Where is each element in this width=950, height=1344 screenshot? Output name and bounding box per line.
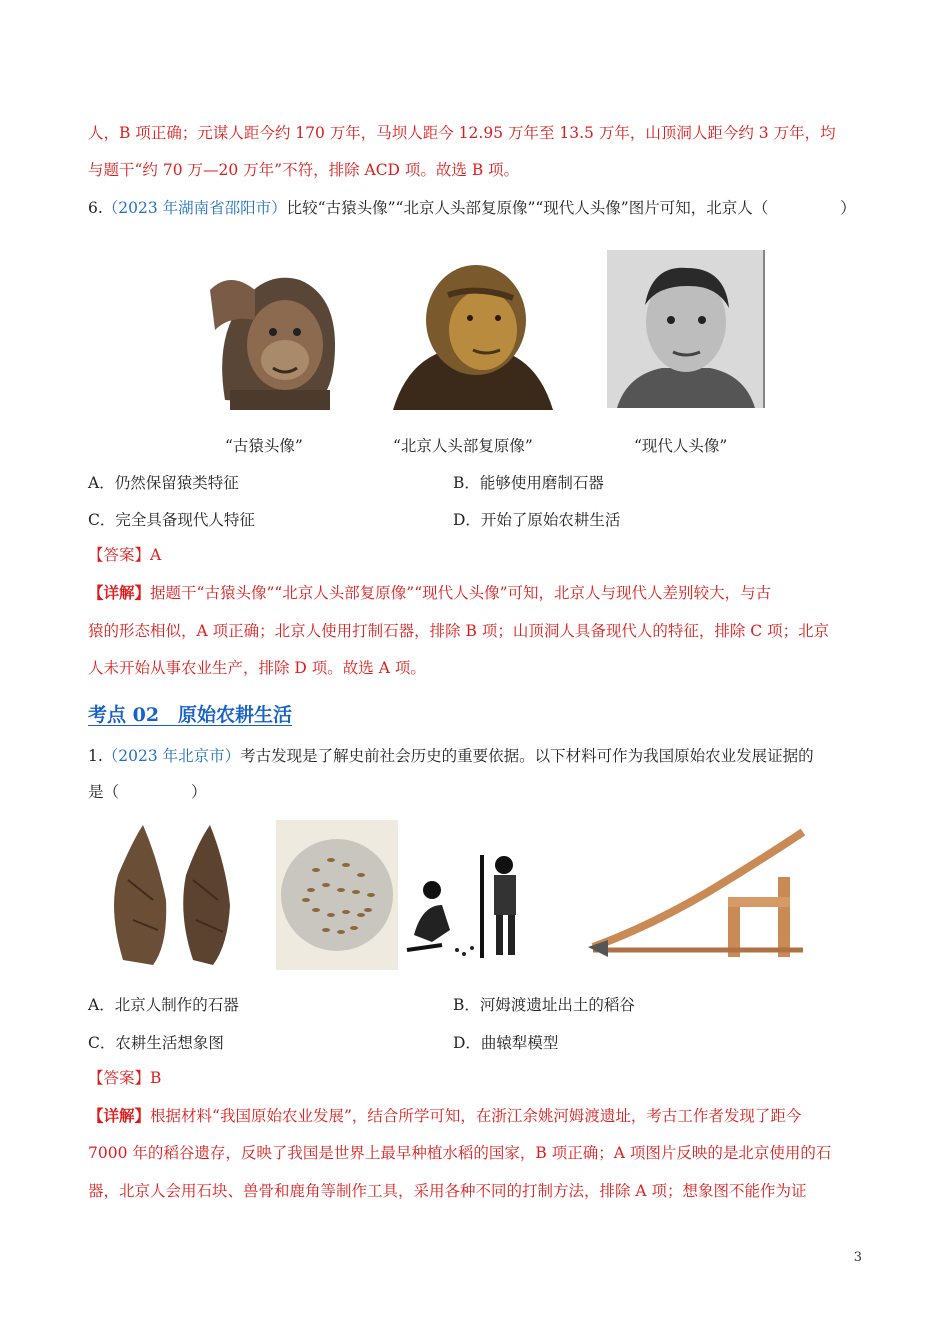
caption-ape-head: “古猿头像” bbox=[225, 437, 303, 455]
detail-line: 人未开始从事农业生产，排除 D 项。故选 A 项。 bbox=[88, 659, 426, 677]
question-1-stem-cont bbox=[88, 782, 207, 802]
section-heading: 考点 02 原始农耕生活 bbox=[88, 704, 293, 726]
detail-label: 【详解】 bbox=[88, 583, 151, 602]
question-source: （2023 年北京市） bbox=[102, 747, 241, 765]
question-text: 是（ bbox=[88, 783, 120, 801]
question-source: （2023 年湖南省邵阳市） bbox=[102, 199, 287, 217]
caption-peking-man: “北京人头部复原像” bbox=[393, 437, 533, 455]
caption-modern-man: “现代人头像” bbox=[634, 437, 728, 455]
option-d: D．开始了原始农耕生活 bbox=[453, 511, 621, 529]
detail-line: 器，北京人会用石块、兽骨和鹿角等制作工具，采用各种不同的打制方法，排除 A 项；想象图不能作为证 bbox=[88, 1182, 807, 1200]
stone-tools-image bbox=[98, 820, 246, 970]
detail-line: 7000 年的稻谷遗存，反映了我国是世界上最早种植水稻的国家，B 项正确；A 项图片反映的是北京使用的石 bbox=[88, 1144, 832, 1162]
detail-label: 【详解】 bbox=[88, 1106, 151, 1125]
prev-explanation-line: 人，B 项正确；元谋人距今约 170 万年，马坝人距今 12.95 万年至 13.5 万年，山顶洞人距今约 3 万年，均 bbox=[88, 124, 836, 142]
page-number: 3 bbox=[853, 1250, 862, 1265]
detail-line: 猿的形态相似，A 项正确；北京人使用打制石器，排除 B 项；山顶洞人具备现代人的特征，排除 C 项；北京 bbox=[88, 622, 830, 640]
option-d: D．曲辕犁模型 bbox=[453, 1034, 559, 1052]
option-c: C．完全具备现代人特征 bbox=[88, 511, 255, 529]
option-b: B．能够使用磨制石器 bbox=[453, 474, 604, 492]
rice-grains-image bbox=[276, 820, 398, 970]
question-text: 比较“古猿头像”“北京人头部复原像”“现代人头像”图片可知，北京人（ bbox=[286, 199, 769, 217]
detail-text: 据题干“古猿头像”“北京人头部复原像”“现代人头像”可知，北京人与现代人差别较大，与古 bbox=[150, 584, 772, 602]
answer: 【答案】A bbox=[88, 546, 162, 564]
detail-text: 根据材料“我国原始农业发展”，结合所学可知，在浙江余姚河姆渡遗址，考古工作者发现了距今 bbox=[150, 1107, 802, 1125]
question-1-stem bbox=[88, 746, 814, 766]
question-text: 考古发现是了解史前社会历史的重要依据。以下材料可作为我国原始农业发展证据的 bbox=[240, 747, 814, 765]
option-a: A．仍然保留猿类特征 bbox=[88, 474, 239, 492]
option-b: B．河姆渡遗址出土的稻谷 bbox=[453, 996, 635, 1014]
question-number: 1. bbox=[88, 747, 103, 765]
peking-man-bust-image bbox=[388, 250, 558, 410]
farming-scene-image bbox=[402, 850, 534, 962]
ape-head-image bbox=[185, 250, 360, 410]
detail-line bbox=[88, 583, 771, 603]
question-number: 6. bbox=[88, 199, 103, 217]
question-6-stem bbox=[88, 198, 856, 218]
prev-explanation-line: 与题干“约 70 万—20 万年”不符，排除 ACD 项。故选 B 项。 bbox=[88, 161, 520, 179]
option-c: C．农耕生活想象图 bbox=[88, 1034, 224, 1052]
detail-line bbox=[88, 1106, 801, 1126]
answer: 【答案】B bbox=[88, 1069, 162, 1087]
question-paren-close: ） bbox=[191, 783, 207, 801]
curved-plough-image bbox=[588, 822, 808, 964]
option-a: A．北京人制作的石器 bbox=[88, 996, 239, 1014]
question-paren-close: ） bbox=[840, 199, 856, 217]
modern-man-head-image bbox=[607, 250, 765, 408]
